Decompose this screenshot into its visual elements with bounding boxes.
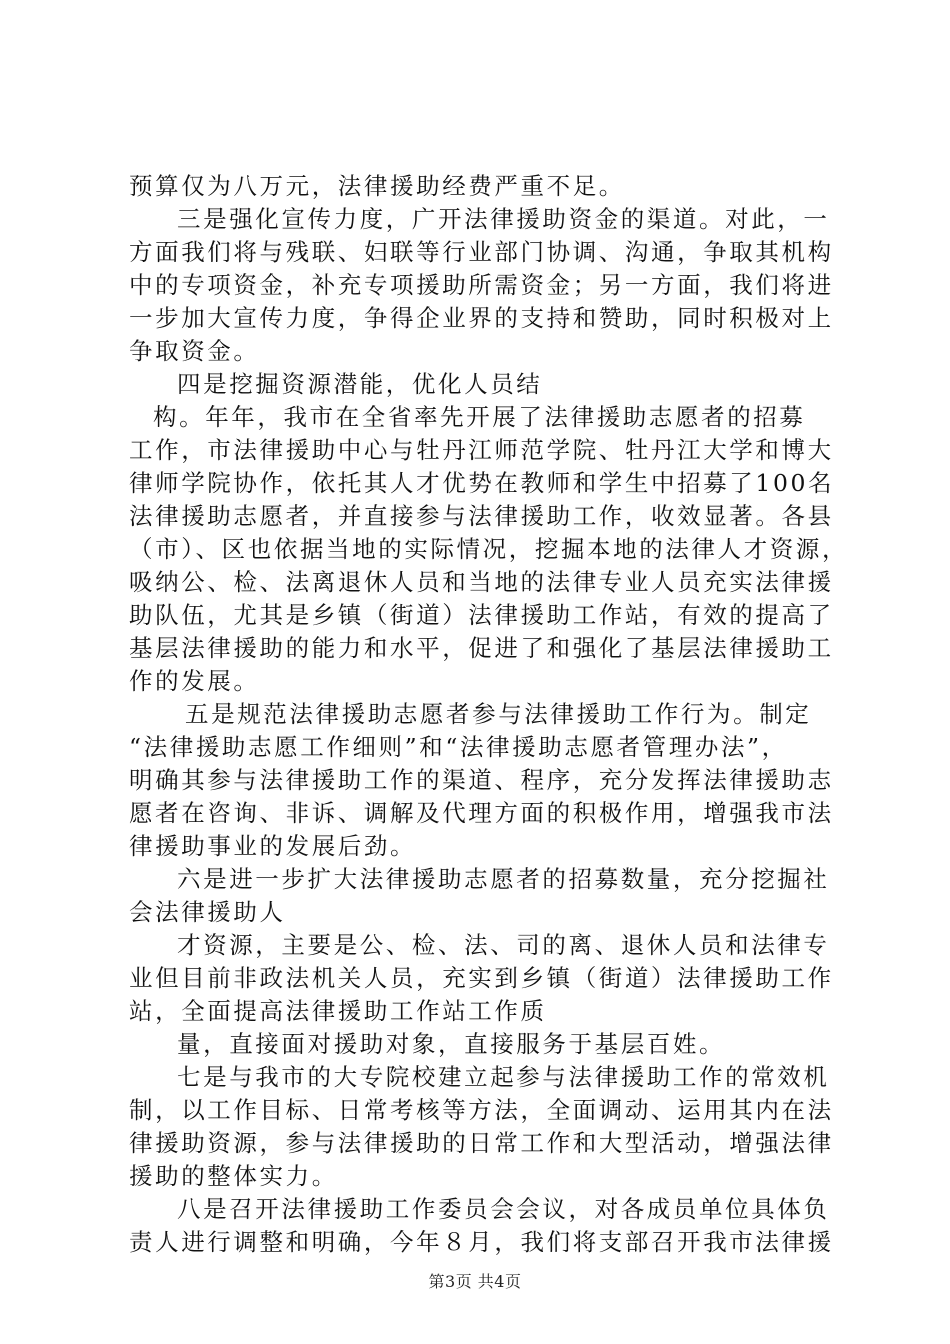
text-line: （市）、区也依据当地的实际情况，挖掘本地的法律人才资源，	[129, 535, 849, 563]
text-line: 基层法律援助的能力和水平，促进了和强化了基层法律援助工	[129, 634, 834, 662]
text-line: 律援助资源，参与法律援助的日常工作和大型活动，增强法律	[129, 1129, 834, 1157]
text-line: 助队伍，尤其是乡镇（街道）法律援助工作站，有效的提高了	[129, 601, 834, 629]
text-line: 援助的整体实力。	[129, 1162, 338, 1190]
text-line: 方面我们将与残联、妇联等行业部门协调、沟通，争取其机构	[129, 238, 834, 266]
text-line: 一步加大宣传力度，争得企业界的支持和赞助，同时积极对上	[129, 304, 834, 332]
text-line: 量，直接面对援助对象，直接服务于基层百姓。	[177, 1030, 726, 1058]
text-line: 三是强化宣传力度，广开法律援助资金的渠道。对此，一	[177, 205, 830, 233]
text-line: 争取资金。	[129, 337, 260, 365]
text-line: 律援助事业的发展后劲。	[129, 832, 417, 860]
text-line: 站，全面提高法律援助工作站工作质	[129, 997, 547, 1025]
text-line: 会法律援助人	[129, 898, 286, 926]
text-line: 八是召开法律援助工作委员会会议，对各成员单位具体负	[177, 1195, 830, 1223]
text-line: 构。年年，我市在全省率先开展了法律援助志愿者的招募	[153, 403, 806, 431]
text-line: 制，以工作目标、日常考核等方法，全面调动、运用其内在法	[129, 1096, 834, 1124]
text-line: 业但目前非政法机关人员，充实到乡镇（街道）法律援助工作	[129, 964, 834, 992]
text-line: 才资源，主要是公、检、法、司的离、退休人员和法律专	[177, 931, 830, 959]
text-line: 责人进行调整和明确，今年８月，我们将支部召开我市法律援	[129, 1228, 834, 1256]
page-number-footer: 第3页 共4页	[428, 1272, 522, 1291]
text-line: 明确其参与法律援助工作的渠道、程序，充分发挥法律援助志	[129, 766, 834, 794]
text-line: 律师学院协作，依托其人才优势在教师和学生中招募了100名	[129, 469, 835, 497]
text-line: 七是与我市的大专院校建立起参与法律援助工作的常效机	[177, 1063, 830, 1091]
text-line: 工作，市法律援助中心与牡丹江师范学院、牡丹江大学和博大	[129, 436, 834, 464]
text-line: 六是进一步扩大法律援助志愿者的招募数量，充分挖掘社	[177, 865, 830, 893]
text-line: 作的发展。	[129, 667, 260, 695]
text-line: 法律援助志愿者，并直接参与法律援助工作，收效显著。各县	[129, 502, 834, 530]
text-line: 中的专项资金，补充专项援助所需资金；另一方面，我们将进	[129, 271, 834, 299]
text-line: 愿者在咨询、非诉、调解及代理方面的积极作用，增强我市法	[129, 799, 834, 827]
text-line: “法律援助志愿工作细则”和“法律援助志愿者管理办法”，	[129, 733, 788, 761]
text-line: 预算仅为八万元，法律援助经费严重不足。	[129, 172, 625, 200]
text-line: 吸纳公、检、法离退休人员和当地的法律专业人员充实法律援	[129, 568, 834, 596]
text-line: 四是挖掘资源潜能，优化人员结	[177, 370, 543, 398]
text-line: 五是规范法律援助志愿者参与法律援助工作行为。制定	[185, 700, 812, 728]
